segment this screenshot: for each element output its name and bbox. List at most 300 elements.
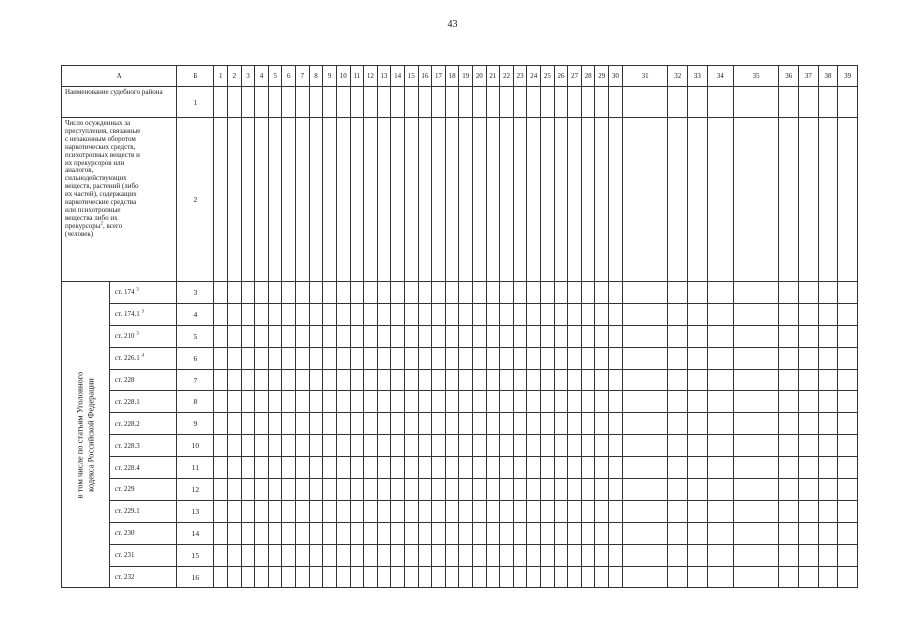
data-cell-r14-c21[interactable] <box>486 522 500 544</box>
data-cell-r4-c35[interactable] <box>733 303 779 325</box>
data-cell-r7-c6[interactable] <box>282 369 296 391</box>
data-cell-r3-c32[interactable] <box>668 282 688 304</box>
data-cell-r11-c4[interactable] <box>255 457 269 479</box>
data-cell-r5-c14[interactable] <box>391 325 405 347</box>
data-cell-r8-c38[interactable] <box>818 391 838 413</box>
data-cell-r5-c6[interactable] <box>282 325 296 347</box>
data-cell-r5-c23[interactable] <box>513 325 527 347</box>
data-cell-r10-c22[interactable] <box>500 435 514 457</box>
data-cell-r1-c37[interactable] <box>799 87 819 118</box>
data-cell-r7-c2[interactable] <box>228 369 242 391</box>
data-cell-r9-c33[interactable] <box>688 413 708 435</box>
data-cell-r7-c39[interactable] <box>838 369 858 391</box>
data-cell-r2-c28[interactable] <box>581 118 595 282</box>
data-cell-r10-c38[interactable] <box>818 435 838 457</box>
data-cell-r9-c37[interactable] <box>799 413 819 435</box>
data-cell-r14-c24[interactable] <box>527 522 541 544</box>
data-cell-r12-c25[interactable] <box>541 479 555 501</box>
data-cell-r12-c29[interactable] <box>595 479 609 501</box>
data-cell-r1-c34[interactable] <box>707 87 733 118</box>
data-cell-r9-c18[interactable] <box>445 413 459 435</box>
data-cell-r12-c2[interactable] <box>228 479 242 501</box>
data-cell-r12-c36[interactable] <box>779 479 799 501</box>
data-cell-r15-c30[interactable] <box>609 544 623 566</box>
data-cell-r15-c5[interactable] <box>268 544 282 566</box>
data-cell-r10-c25[interactable] <box>541 435 555 457</box>
data-cell-r12-c16[interactable] <box>418 479 432 501</box>
data-cell-r14-c13[interactable] <box>377 522 391 544</box>
data-cell-r7-c36[interactable] <box>779 369 799 391</box>
data-cell-r13-c26[interactable] <box>554 500 568 522</box>
data-cell-r3-c11[interactable] <box>350 282 364 304</box>
data-cell-r2-c30[interactable] <box>609 118 623 282</box>
data-cell-r11-c29[interactable] <box>595 457 609 479</box>
data-cell-r7-c32[interactable] <box>668 369 688 391</box>
data-cell-r15-c7[interactable] <box>296 544 310 566</box>
data-cell-r3-c31[interactable] <box>622 282 668 304</box>
data-cell-r12-c4[interactable] <box>255 479 269 501</box>
data-cell-r2-c8[interactable] <box>309 118 323 282</box>
data-cell-r15-c1[interactable] <box>214 544 228 566</box>
data-cell-r16-c32[interactable] <box>668 566 688 588</box>
data-cell-r14-c32[interactable] <box>668 522 688 544</box>
data-cell-r8-c4[interactable] <box>255 391 269 413</box>
data-cell-r10-c21[interactable] <box>486 435 500 457</box>
data-cell-r1-c2[interactable] <box>228 87 242 118</box>
data-cell-r13-c15[interactable] <box>404 500 418 522</box>
data-cell-r8-c24[interactable] <box>527 391 541 413</box>
data-cell-r2-c7[interactable] <box>296 118 310 282</box>
data-cell-r4-c27[interactable] <box>568 303 582 325</box>
data-cell-r8-c9[interactable] <box>323 391 337 413</box>
data-cell-r5-c10[interactable] <box>336 325 350 347</box>
data-cell-r7-c27[interactable] <box>568 369 582 391</box>
data-cell-r3-c16[interactable] <box>418 282 432 304</box>
data-cell-r3-c2[interactable] <box>228 282 242 304</box>
data-cell-r5-c20[interactable] <box>473 325 487 347</box>
data-cell-r2-c39[interactable] <box>838 118 858 282</box>
data-cell-r16-c35[interactable] <box>733 566 779 588</box>
data-cell-r8-c26[interactable] <box>554 391 568 413</box>
data-cell-r6-c19[interactable] <box>459 347 473 369</box>
data-cell-r11-c13[interactable] <box>377 457 391 479</box>
data-cell-r10-c11[interactable] <box>350 435 364 457</box>
data-cell-r1-c16[interactable] <box>418 87 432 118</box>
data-cell-r9-c16[interactable] <box>418 413 432 435</box>
data-cell-r1-c38[interactable] <box>818 87 838 118</box>
data-cell-r10-c18[interactable] <box>445 435 459 457</box>
data-cell-r1-c25[interactable] <box>541 87 555 118</box>
data-cell-r9-c1[interactable] <box>214 413 228 435</box>
data-cell-r6-c9[interactable] <box>323 347 337 369</box>
data-cell-r8-c34[interactable] <box>707 391 733 413</box>
data-cell-r14-c2[interactable] <box>228 522 242 544</box>
data-cell-r8-c29[interactable] <box>595 391 609 413</box>
data-cell-r5-c2[interactable] <box>228 325 242 347</box>
data-cell-r14-c27[interactable] <box>568 522 582 544</box>
data-cell-r13-c21[interactable] <box>486 500 500 522</box>
data-cell-r13-c14[interactable] <box>391 500 405 522</box>
data-cell-r7-c28[interactable] <box>581 369 595 391</box>
data-cell-r2-c29[interactable] <box>595 118 609 282</box>
data-cell-r15-c36[interactable] <box>779 544 799 566</box>
data-cell-r13-c8[interactable] <box>309 500 323 522</box>
data-cell-r6-c21[interactable] <box>486 347 500 369</box>
data-cell-r11-c21[interactable] <box>486 457 500 479</box>
data-cell-r11-c15[interactable] <box>404 457 418 479</box>
data-cell-r7-c35[interactable] <box>733 369 779 391</box>
data-cell-r11-c32[interactable] <box>668 457 688 479</box>
data-cell-r6-c15[interactable] <box>404 347 418 369</box>
data-cell-r10-c23[interactable] <box>513 435 527 457</box>
data-cell-r3-c6[interactable] <box>282 282 296 304</box>
data-cell-r16-c9[interactable] <box>323 566 337 588</box>
data-cell-r13-c27[interactable] <box>568 500 582 522</box>
data-cell-r4-c7[interactable] <box>296 303 310 325</box>
data-cell-r6-c6[interactable] <box>282 347 296 369</box>
data-cell-r3-c14[interactable] <box>391 282 405 304</box>
data-cell-r9-c17[interactable] <box>432 413 446 435</box>
data-cell-r11-c19[interactable] <box>459 457 473 479</box>
data-cell-r3-c26[interactable] <box>554 282 568 304</box>
data-cell-r16-c34[interactable] <box>707 566 733 588</box>
data-cell-r9-c27[interactable] <box>568 413 582 435</box>
data-cell-r8-c35[interactable] <box>733 391 779 413</box>
data-cell-r15-c6[interactable] <box>282 544 296 566</box>
data-cell-r15-c10[interactable] <box>336 544 350 566</box>
data-cell-r2-c38[interactable] <box>818 118 838 282</box>
data-cell-r7-c14[interactable] <box>391 369 405 391</box>
data-cell-r14-c35[interactable] <box>733 522 779 544</box>
data-cell-r6-c16[interactable] <box>418 347 432 369</box>
data-cell-r3-c36[interactable] <box>779 282 799 304</box>
data-cell-r6-c17[interactable] <box>432 347 446 369</box>
data-cell-r9-c38[interactable] <box>818 413 838 435</box>
data-cell-r10-c5[interactable] <box>268 435 282 457</box>
data-cell-r3-c24[interactable] <box>527 282 541 304</box>
data-cell-r14-c17[interactable] <box>432 522 446 544</box>
data-cell-r15-c21[interactable] <box>486 544 500 566</box>
data-cell-r5-c13[interactable] <box>377 325 391 347</box>
data-cell-r7-c31[interactable] <box>622 369 668 391</box>
data-cell-r10-c15[interactable] <box>404 435 418 457</box>
data-cell-r11-c22[interactable] <box>500 457 514 479</box>
data-cell-r14-c7[interactable] <box>296 522 310 544</box>
data-cell-r2-c21[interactable] <box>486 118 500 282</box>
data-cell-r1-c8[interactable] <box>309 87 323 118</box>
data-cell-r2-c34[interactable] <box>707 118 733 282</box>
data-cell-r16-c7[interactable] <box>296 566 310 588</box>
data-cell-r11-c1[interactable] <box>214 457 228 479</box>
data-cell-r7-c5[interactable] <box>268 369 282 391</box>
data-cell-r10-c36[interactable] <box>779 435 799 457</box>
data-cell-r3-c25[interactable] <box>541 282 555 304</box>
data-cell-r4-c13[interactable] <box>377 303 391 325</box>
data-cell-r8-c30[interactable] <box>609 391 623 413</box>
data-cell-r15-c9[interactable] <box>323 544 337 566</box>
data-cell-r9-c26[interactable] <box>554 413 568 435</box>
data-cell-r3-c18[interactable] <box>445 282 459 304</box>
data-cell-r11-c20[interactable] <box>473 457 487 479</box>
data-cell-r13-c1[interactable] <box>214 500 228 522</box>
data-cell-r3-c15[interactable] <box>404 282 418 304</box>
data-cell-r14-c26[interactable] <box>554 522 568 544</box>
data-cell-r15-c2[interactable] <box>228 544 242 566</box>
data-cell-r3-c8[interactable] <box>309 282 323 304</box>
data-cell-r16-c37[interactable] <box>799 566 819 588</box>
data-cell-r5-c38[interactable] <box>818 325 838 347</box>
data-cell-r16-c6[interactable] <box>282 566 296 588</box>
data-cell-r5-c22[interactable] <box>500 325 514 347</box>
data-cell-r4-c32[interactable] <box>668 303 688 325</box>
data-cell-r5-c4[interactable] <box>255 325 269 347</box>
data-cell-r8-c12[interactable] <box>364 391 378 413</box>
data-cell-r10-c26[interactable] <box>554 435 568 457</box>
data-cell-r15-c39[interactable] <box>838 544 858 566</box>
data-cell-r2-c22[interactable] <box>500 118 514 282</box>
data-cell-r4-c24[interactable] <box>527 303 541 325</box>
data-cell-r15-c37[interactable] <box>799 544 819 566</box>
data-cell-r11-c30[interactable] <box>609 457 623 479</box>
data-cell-r6-c27[interactable] <box>568 347 582 369</box>
data-cell-r7-c38[interactable] <box>818 369 838 391</box>
data-cell-r2-c33[interactable] <box>688 118 708 282</box>
data-cell-r15-c16[interactable] <box>418 544 432 566</box>
data-cell-r5-c39[interactable] <box>838 325 858 347</box>
data-cell-r5-c26[interactable] <box>554 325 568 347</box>
data-cell-r16-c11[interactable] <box>350 566 364 588</box>
data-cell-r13-c31[interactable] <box>622 500 668 522</box>
data-cell-r12-c31[interactable] <box>622 479 668 501</box>
data-cell-r9-c10[interactable] <box>336 413 350 435</box>
data-cell-r3-c19[interactable] <box>459 282 473 304</box>
data-cell-r13-c13[interactable] <box>377 500 391 522</box>
data-cell-r3-c20[interactable] <box>473 282 487 304</box>
data-cell-r2-c15[interactable] <box>404 118 418 282</box>
data-cell-r8-c19[interactable] <box>459 391 473 413</box>
data-cell-r13-c32[interactable] <box>668 500 688 522</box>
data-cell-r7-c12[interactable] <box>364 369 378 391</box>
data-cell-r16-c26[interactable] <box>554 566 568 588</box>
data-cell-r1-c26[interactable] <box>554 87 568 118</box>
data-cell-r12-c11[interactable] <box>350 479 364 501</box>
data-cell-r8-c20[interactable] <box>473 391 487 413</box>
data-cell-r13-c18[interactable] <box>445 500 459 522</box>
data-cell-r4-c37[interactable] <box>799 303 819 325</box>
data-cell-r11-c18[interactable] <box>445 457 459 479</box>
data-cell-r8-c32[interactable] <box>668 391 688 413</box>
data-cell-r6-c7[interactable] <box>296 347 310 369</box>
data-cell-r4-c39[interactable] <box>838 303 858 325</box>
data-cell-r3-c37[interactable] <box>799 282 819 304</box>
data-cell-r9-c35[interactable] <box>733 413 779 435</box>
data-cell-r7-c30[interactable] <box>609 369 623 391</box>
data-cell-r7-c33[interactable] <box>688 369 708 391</box>
data-cell-r1-c15[interactable] <box>404 87 418 118</box>
data-cell-r13-c4[interactable] <box>255 500 269 522</box>
data-cell-r15-c14[interactable] <box>391 544 405 566</box>
data-cell-r2-c13[interactable] <box>377 118 391 282</box>
data-cell-r7-c17[interactable] <box>432 369 446 391</box>
data-cell-r15-c13[interactable] <box>377 544 391 566</box>
data-cell-r7-c8[interactable] <box>309 369 323 391</box>
data-cell-r6-c11[interactable] <box>350 347 364 369</box>
data-cell-r4-c34[interactable] <box>707 303 733 325</box>
data-cell-r7-c22[interactable] <box>500 369 514 391</box>
data-cell-r3-c33[interactable] <box>688 282 708 304</box>
data-cell-r14-c11[interactable] <box>350 522 364 544</box>
data-cell-r4-c6[interactable] <box>282 303 296 325</box>
data-cell-r15-c4[interactable] <box>255 544 269 566</box>
data-cell-r16-c23[interactable] <box>513 566 527 588</box>
data-cell-r15-c31[interactable] <box>622 544 668 566</box>
data-cell-r4-c23[interactable] <box>513 303 527 325</box>
data-cell-r8-c8[interactable] <box>309 391 323 413</box>
data-cell-r15-c29[interactable] <box>595 544 609 566</box>
data-cell-r1-c31[interactable] <box>622 87 668 118</box>
data-cell-r16-c2[interactable] <box>228 566 242 588</box>
data-cell-r10-c19[interactable] <box>459 435 473 457</box>
data-cell-r1-c19[interactable] <box>459 87 473 118</box>
data-cell-r7-c21[interactable] <box>486 369 500 391</box>
data-cell-r16-c8[interactable] <box>309 566 323 588</box>
data-cell-r14-c4[interactable] <box>255 522 269 544</box>
data-cell-r9-c36[interactable] <box>779 413 799 435</box>
data-cell-r2-c10[interactable] <box>336 118 350 282</box>
data-cell-r5-c29[interactable] <box>595 325 609 347</box>
data-cell-r1-c14[interactable] <box>391 87 405 118</box>
data-cell-r14-c31[interactable] <box>622 522 668 544</box>
data-cell-r8-c27[interactable] <box>568 391 582 413</box>
data-cell-r6-c20[interactable] <box>473 347 487 369</box>
data-cell-r6-c10[interactable] <box>336 347 350 369</box>
data-cell-r4-c5[interactable] <box>268 303 282 325</box>
data-cell-r8-c3[interactable] <box>241 391 255 413</box>
data-cell-r7-c37[interactable] <box>799 369 819 391</box>
data-cell-r7-c29[interactable] <box>595 369 609 391</box>
data-cell-r2-c14[interactable] <box>391 118 405 282</box>
data-cell-r4-c26[interactable] <box>554 303 568 325</box>
data-cell-r10-c28[interactable] <box>581 435 595 457</box>
data-cell-r9-c34[interactable] <box>707 413 733 435</box>
data-cell-r2-c25[interactable] <box>541 118 555 282</box>
data-cell-r8-c15[interactable] <box>404 391 418 413</box>
data-cell-r12-c33[interactable] <box>688 479 708 501</box>
data-cell-r12-c24[interactable] <box>527 479 541 501</box>
data-cell-r16-c29[interactable] <box>595 566 609 588</box>
data-cell-r1-c36[interactable] <box>779 87 799 118</box>
data-cell-r2-c36[interactable] <box>779 118 799 282</box>
data-cell-r1-c10[interactable] <box>336 87 350 118</box>
data-cell-r15-c28[interactable] <box>581 544 595 566</box>
data-cell-r1-c27[interactable] <box>568 87 582 118</box>
data-cell-r10-c24[interactable] <box>527 435 541 457</box>
data-cell-r13-c39[interactable] <box>838 500 858 522</box>
data-cell-r2-c11[interactable] <box>350 118 364 282</box>
data-cell-r14-c34[interactable] <box>707 522 733 544</box>
data-cell-r5-c30[interactable] <box>609 325 623 347</box>
data-cell-r10-c2[interactable] <box>228 435 242 457</box>
data-cell-r4-c38[interactable] <box>818 303 838 325</box>
data-cell-r13-c24[interactable] <box>527 500 541 522</box>
data-cell-r14-c37[interactable] <box>799 522 819 544</box>
data-cell-r14-c10[interactable] <box>336 522 350 544</box>
data-cell-r11-c26[interactable] <box>554 457 568 479</box>
data-cell-r10-c35[interactable] <box>733 435 779 457</box>
data-cell-r5-c31[interactable] <box>622 325 668 347</box>
data-cell-r10-c6[interactable] <box>282 435 296 457</box>
data-cell-r13-c12[interactable] <box>364 500 378 522</box>
data-cell-r3-c27[interactable] <box>568 282 582 304</box>
data-cell-r12-c27[interactable] <box>568 479 582 501</box>
data-cell-r12-c21[interactable] <box>486 479 500 501</box>
data-cell-r3-c7[interactable] <box>296 282 310 304</box>
data-cell-r6-c3[interactable] <box>241 347 255 369</box>
data-cell-r14-c1[interactable] <box>214 522 228 544</box>
data-cell-r11-c9[interactable] <box>323 457 337 479</box>
data-cell-r4-c2[interactable] <box>228 303 242 325</box>
data-cell-r10-c8[interactable] <box>309 435 323 457</box>
data-cell-r5-c24[interactable] <box>527 325 541 347</box>
data-cell-r1-c9[interactable] <box>323 87 337 118</box>
data-cell-r10-c17[interactable] <box>432 435 446 457</box>
data-cell-r5-c34[interactable] <box>707 325 733 347</box>
data-cell-r4-c17[interactable] <box>432 303 446 325</box>
data-cell-r15-c26[interactable] <box>554 544 568 566</box>
data-cell-r13-c2[interactable] <box>228 500 242 522</box>
data-cell-r1-c5[interactable] <box>268 87 282 118</box>
data-cell-r4-c12[interactable] <box>364 303 378 325</box>
data-cell-r2-c31[interactable] <box>622 118 668 282</box>
data-cell-r4-c11[interactable] <box>350 303 364 325</box>
data-cell-r6-c29[interactable] <box>595 347 609 369</box>
data-cell-r8-c21[interactable] <box>486 391 500 413</box>
data-cell-r2-c6[interactable] <box>282 118 296 282</box>
data-cell-r14-c6[interactable] <box>282 522 296 544</box>
data-cell-r6-c14[interactable] <box>391 347 405 369</box>
data-cell-r7-c11[interactable] <box>350 369 364 391</box>
data-cell-r5-c32[interactable] <box>668 325 688 347</box>
data-cell-r11-c10[interactable] <box>336 457 350 479</box>
data-cell-r16-c4[interactable] <box>255 566 269 588</box>
data-cell-r1-c32[interactable] <box>668 87 688 118</box>
data-cell-r4-c14[interactable] <box>391 303 405 325</box>
data-cell-r16-c10[interactable] <box>336 566 350 588</box>
data-cell-r6-c35[interactable] <box>733 347 779 369</box>
data-cell-r1-c20[interactable] <box>473 87 487 118</box>
data-cell-r5-c11[interactable] <box>350 325 364 347</box>
data-cell-r3-c21[interactable] <box>486 282 500 304</box>
data-cell-r4-c1[interactable] <box>214 303 228 325</box>
data-cell-r14-c39[interactable] <box>838 522 858 544</box>
data-cell-r8-c33[interactable] <box>688 391 708 413</box>
data-cell-r5-c21[interactable] <box>486 325 500 347</box>
data-cell-r10-c4[interactable] <box>255 435 269 457</box>
data-cell-r11-c12[interactable] <box>364 457 378 479</box>
data-cell-r3-c22[interactable] <box>500 282 514 304</box>
data-cell-r5-c1[interactable] <box>214 325 228 347</box>
data-cell-r13-c35[interactable] <box>733 500 779 522</box>
data-cell-r13-c34[interactable] <box>707 500 733 522</box>
data-cell-r4-c36[interactable] <box>779 303 799 325</box>
data-cell-r5-c12[interactable] <box>364 325 378 347</box>
data-cell-r15-c25[interactable] <box>541 544 555 566</box>
data-cell-r10-c37[interactable] <box>799 435 819 457</box>
data-cell-r13-c29[interactable] <box>595 500 609 522</box>
data-cell-r14-c36[interactable] <box>779 522 799 544</box>
data-cell-r2-c26[interactable] <box>554 118 568 282</box>
data-cell-r15-c11[interactable] <box>350 544 364 566</box>
